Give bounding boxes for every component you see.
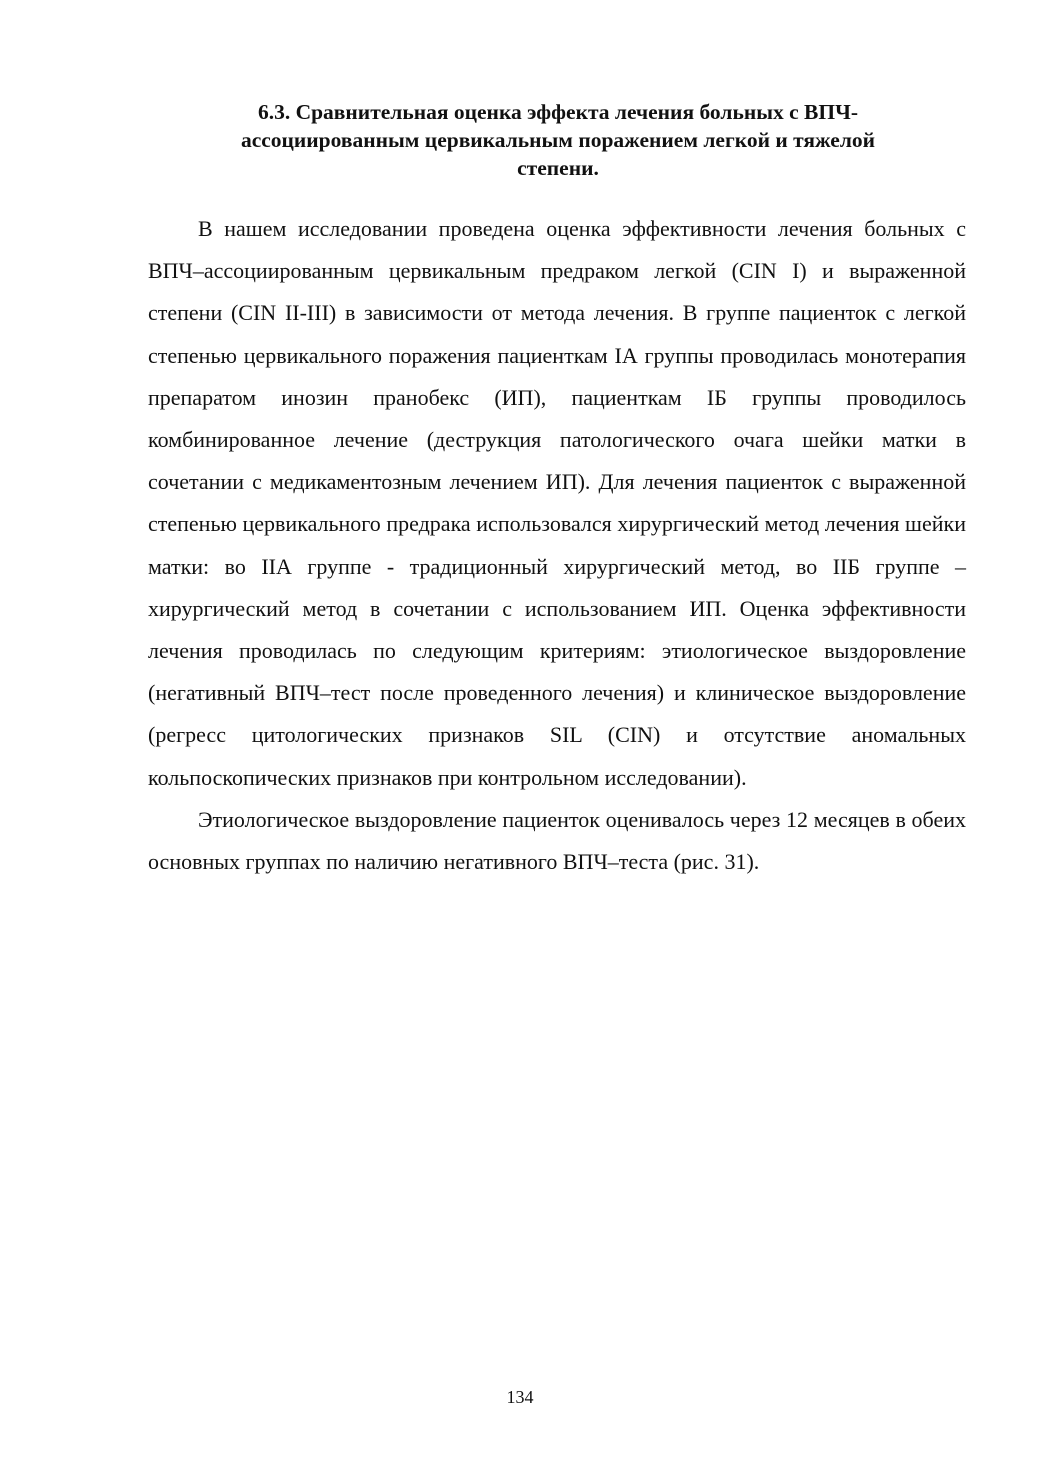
section-heading: [150, 98, 966, 182]
body-text: [148, 208, 966, 883]
section-heading-line: степени.: [517, 156, 599, 180]
paragraph: Этиологическое выздоровление пациенток оценивалось через 12 месяцев в обеих основных группах по наличию негативного ВПЧ–теста (рис. 31).: [148, 806, 966, 875]
section-heading-line: 6.3. Сравнительная оценка эффекта лечения больных с ВПЧ-: [257, 100, 859, 124]
paragraph: В нашем исследовании проведена оценка эффективности лечения больных с ВПЧ–ассоциированным цервикальным предраком легкой (CIN I) и выраженной степени (CIN II-III) в зависимости от метода лечения. В группе пациенток с легкой степенью цервикального поражения пациенткам IА группы проводилась монотерапия препаратом инозин пранобекс (ИП), пациенткам IБ группы проводилось комбинированное лечение (деструкция патологического очага шейки матки в сочетании с медикаментозным лечением ИП). Для лечения пациенток с выраженной степенью цервикального предрака использовался хирургический метод лечения шейки матки: во IIА группе - традиционный хирургический метод, во IIБ группе – хирургический метод в сочетании с использованием ИП. Оценка эффективности лечения проводилась по следующим критериям: этиологическое выздоровление (негативный ВПЧ–тест после проведенного лечения) и клиническое выздоровление (регресс цитологических признаков SIL (CIN) и отсутствие аномальных кольпоскопических признаков при контрольном исследовании).: [148, 216, 966, 790]
page-number: 134: [506, 1387, 534, 1407]
section-heading-line: ассоциированным цервикальным поражением легкой и тяжелой: [240, 128, 876, 152]
